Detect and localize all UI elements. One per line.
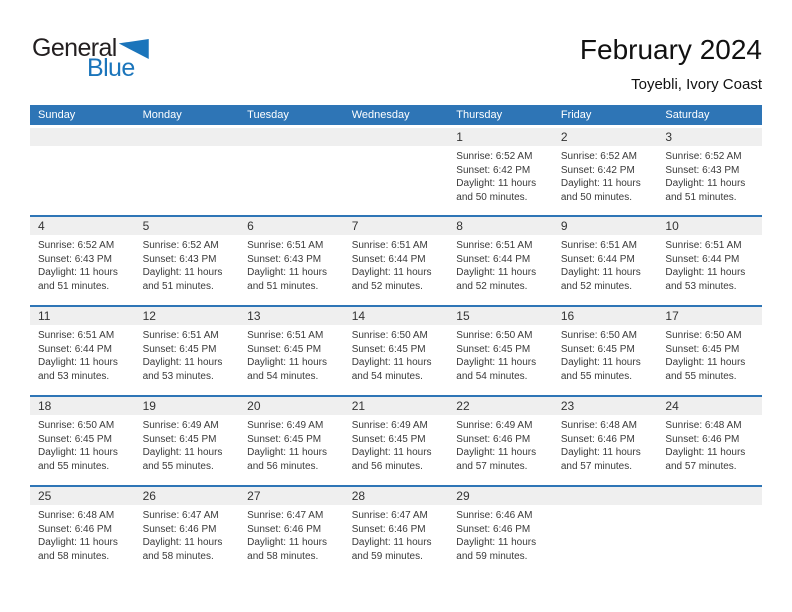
- daylight-line: Daylight: 11 hours and 58 minutes.: [38, 537, 118, 562]
- sunset-line: Sunset: 6:42 PM: [456, 164, 531, 176]
- sunset-line: Sunset: 6:43 PM: [142, 253, 217, 265]
- daylight-line: Daylight: 11 hours and 53 minutes.: [142, 357, 223, 382]
- day-cell: [30, 235, 135, 293]
- empty-day-number: [30, 128, 135, 146]
- sunrise-line: Sunrise: 6:50 AM: [38, 420, 115, 431]
- day-cell: [344, 415, 449, 473]
- day-details-row: [30, 325, 762, 383]
- sunset-line: Sunset: 6:45 PM: [351, 343, 426, 355]
- empty-day-number: [344, 128, 449, 146]
- daylight-line: Daylight: 11 hours and 56 minutes.: [351, 447, 432, 472]
- daylight-line: Daylight: 11 hours and 57 minutes.: [456, 447, 537, 472]
- week-row: [30, 215, 762, 305]
- daylight-line: Daylight: 11 hours and 50 minutes.: [456, 178, 537, 203]
- weekday-header-tuesday: Tuesday: [247, 109, 289, 121]
- sunset-line: Sunset: 6:46 PM: [247, 523, 322, 535]
- daylight-line: Daylight: 11 hours and 54 minutes.: [456, 357, 537, 382]
- daylight-line: Daylight: 11 hours and 51 minutes.: [38, 267, 118, 292]
- empty-day-number: [239, 128, 344, 146]
- daylight-line: Daylight: 11 hours and 51 minutes.: [665, 178, 746, 203]
- day-cell: [135, 505, 240, 563]
- daylight-line: Daylight: 11 hours and 59 minutes.: [351, 537, 432, 562]
- day-cell: [239, 325, 344, 383]
- day-cell: [448, 146, 553, 204]
- sunset-line: Sunset: 6:45 PM: [142, 433, 217, 445]
- daylight-line: Daylight: 11 hours and 53 minutes.: [665, 267, 746, 292]
- daylight-line: Daylight: 11 hours and 51 minutes.: [142, 267, 223, 292]
- day-cell: [239, 415, 344, 473]
- day-cell: [553, 146, 658, 204]
- day-number-band: [30, 217, 762, 235]
- sunrise-line: Sunrise: 6:47 AM: [142, 510, 219, 521]
- sunset-line: Sunset: 6:46 PM: [665, 433, 740, 445]
- weekday-header-saturday: Saturday: [665, 109, 710, 121]
- day-number: 24: [665, 399, 679, 413]
- day-cell: [239, 235, 344, 293]
- day-number: 6: [247, 219, 254, 233]
- sunrise-line: Sunrise: 6:51 AM: [247, 330, 324, 341]
- day-cell: [553, 415, 658, 473]
- logo-text-general: General: [32, 34, 117, 62]
- day-number: 2: [560, 130, 568, 144]
- day-number: 22: [456, 399, 470, 413]
- day-number: 5: [142, 219, 150, 233]
- day-number: 16: [560, 309, 575, 323]
- day-number: 23: [560, 399, 575, 413]
- daylight-line: Daylight: 11 hours and 55 minutes.: [665, 357, 746, 382]
- sunset-line: Sunset: 6:46 PM: [560, 433, 635, 445]
- day-cell: [448, 505, 553, 563]
- sunrise-line: Sunrise: 6:51 AM: [456, 240, 533, 251]
- day-number: 8: [456, 219, 463, 233]
- daylight-line: Daylight: 11 hours and 57 minutes.: [665, 447, 746, 472]
- empty-day-number: [657, 487, 762, 505]
- sunrise-line: Sunrise: 6:51 AM: [38, 330, 115, 341]
- sunrise-line: Sunrise: 6:51 AM: [351, 240, 428, 251]
- sunrise-line: Sunrise: 6:52 AM: [456, 151, 533, 162]
- sunset-line: Sunset: 6:44 PM: [665, 253, 740, 265]
- sunrise-line: Sunrise: 6:49 AM: [456, 420, 533, 431]
- day-number: 19: [142, 399, 156, 413]
- day-cell: [344, 325, 449, 383]
- empty-day-cell: [344, 146, 449, 204]
- weekday-header-thursday: Thursday: [456, 109, 503, 121]
- daylight-line: Daylight: 11 hours and 58 minutes.: [247, 537, 327, 562]
- day-number: 13: [247, 309, 261, 323]
- day-number: 7: [351, 219, 359, 233]
- week-row: [30, 485, 762, 575]
- day-number: 26: [142, 489, 156, 503]
- day-number: 4: [38, 219, 45, 233]
- sunrise-line: Sunrise: 6:51 AM: [247, 240, 324, 251]
- day-number: 9: [560, 219, 568, 233]
- day-cell: [344, 235, 449, 293]
- sunset-line: Sunset: 6:43 PM: [665, 164, 740, 176]
- sunrise-line: Sunrise: 6:50 AM: [560, 330, 637, 341]
- sunrise-line: Sunrise: 6:52 AM: [142, 240, 219, 251]
- empty-day-cell: [135, 146, 240, 204]
- day-number: 12: [142, 309, 156, 323]
- sunset-line: Sunset: 6:45 PM: [38, 433, 112, 445]
- day-number-band: [30, 487, 762, 505]
- day-cell: [657, 146, 762, 204]
- sunrise-line: Sunrise: 6:48 AM: [38, 510, 115, 521]
- daylight-line: Daylight: 11 hours and 55 minutes.: [38, 447, 118, 472]
- sunset-line: Sunset: 6:46 PM: [38, 523, 112, 535]
- weekday-header-friday: Friday: [560, 109, 592, 121]
- day-number: 18: [38, 399, 52, 413]
- sunrise-line: Sunrise: 6:51 AM: [142, 330, 219, 341]
- daylight-line: Daylight: 11 hours and 53 minutes.: [38, 357, 118, 382]
- sunset-line: Sunset: 6:46 PM: [456, 523, 531, 535]
- sunset-line: Sunset: 6:44 PM: [351, 253, 426, 265]
- sunrise-line: Sunrise: 6:49 AM: [247, 420, 324, 431]
- day-cell: [657, 235, 762, 293]
- day-cell: [553, 235, 658, 293]
- sunrise-line: Sunrise: 6:50 AM: [665, 330, 742, 341]
- weekday-header-row: [30, 105, 762, 125]
- empty-day-cell: [657, 505, 762, 563]
- day-number: 21: [351, 399, 366, 413]
- sunset-line: Sunset: 6:46 PM: [142, 523, 217, 535]
- week-row: [30, 395, 762, 485]
- sunset-line: Sunset: 6:44 PM: [560, 253, 635, 265]
- sunset-line: Sunset: 6:45 PM: [665, 343, 740, 355]
- day-number: 20: [247, 399, 261, 413]
- sunset-line: Sunset: 6:45 PM: [456, 343, 531, 355]
- empty-day-number: [553, 487, 658, 505]
- daylight-line: Daylight: 11 hours and 55 minutes.: [560, 357, 641, 382]
- day-number: 10: [665, 219, 679, 233]
- day-details-row: [30, 415, 762, 473]
- day-cell: [448, 415, 553, 473]
- sunset-line: Sunset: 6:46 PM: [351, 523, 426, 535]
- day-details-row: [30, 146, 762, 204]
- day-number: 25: [38, 489, 52, 503]
- sunset-line: Sunset: 6:44 PM: [38, 343, 112, 355]
- empty-day-cell: [553, 505, 658, 563]
- weekday-header-monday: Monday: [142, 109, 182, 121]
- page-subtitle: Toyebli, Ivory Coast: [631, 76, 762, 93]
- day-cell: [30, 325, 135, 383]
- sunrise-line: Sunrise: 6:52 AM: [38, 240, 115, 251]
- day-number: 11: [38, 309, 51, 323]
- sunrise-line: Sunrise: 6:49 AM: [351, 420, 428, 431]
- empty-day-number: [135, 128, 240, 146]
- sunrise-line: Sunrise: 6:48 AM: [665, 420, 742, 431]
- week-row: [30, 125, 762, 215]
- day-number: 15: [456, 309, 470, 323]
- sunset-line: Sunset: 6:45 PM: [560, 343, 635, 355]
- daylight-line: Daylight: 11 hours and 51 minutes.: [247, 267, 327, 292]
- sunset-line: Sunset: 6:46 PM: [456, 433, 531, 445]
- sunrise-line: Sunrise: 6:46 AM: [456, 510, 533, 521]
- day-cell: [239, 505, 344, 563]
- day-details-row: [30, 235, 762, 293]
- weekday-header-sunday: Sunday: [38, 109, 76, 121]
- day-cell: [657, 325, 762, 383]
- daylight-line: Daylight: 11 hours and 54 minutes.: [247, 357, 327, 382]
- sunrise-line: Sunrise: 6:47 AM: [351, 510, 428, 521]
- sunrise-line: Sunrise: 6:48 AM: [560, 420, 637, 431]
- sunset-line: Sunset: 6:44 PM: [456, 253, 531, 265]
- sunrise-line: Sunrise: 6:52 AM: [665, 151, 742, 162]
- day-cell: [30, 415, 135, 473]
- day-cell: [135, 235, 240, 293]
- daylight-line: Daylight: 11 hours and 52 minutes.: [351, 267, 432, 292]
- sunset-line: Sunset: 6:45 PM: [247, 343, 322, 355]
- day-cell: [135, 415, 240, 473]
- day-cell: [344, 505, 449, 563]
- day-number: 14: [351, 309, 366, 323]
- daylight-line: Daylight: 11 hours and 57 minutes.: [560, 447, 641, 472]
- day-cell: [448, 235, 553, 293]
- empty-day-cell: [239, 146, 344, 204]
- sunset-line: Sunset: 6:42 PM: [560, 164, 635, 176]
- daylight-line: Daylight: 11 hours and 50 minutes.: [560, 178, 641, 203]
- day-number: 29: [456, 489, 470, 503]
- day-number: 28: [351, 489, 366, 503]
- calendar-table: [30, 105, 762, 575]
- sunset-line: Sunset: 6:45 PM: [351, 433, 426, 445]
- page-title: February 2024: [579, 34, 762, 65]
- sunset-line: Sunset: 6:43 PM: [247, 253, 322, 265]
- day-cell: [657, 415, 762, 473]
- day-number-band: [30, 128, 762, 146]
- weekday-header-wednesday: Wednesday: [351, 109, 410, 121]
- week-row: [30, 305, 762, 395]
- sunrise-line: Sunrise: 6:51 AM: [560, 240, 637, 251]
- sunrise-line: Sunrise: 6:50 AM: [456, 330, 533, 341]
- sunrise-line: Sunrise: 6:47 AM: [247, 510, 324, 521]
- day-number: 3: [665, 130, 673, 144]
- day-cell: [135, 325, 240, 383]
- sunset-line: Sunset: 6:45 PM: [142, 343, 217, 355]
- sunrise-line: Sunrise: 6:52 AM: [560, 151, 637, 162]
- sunset-line: Sunset: 6:45 PM: [247, 433, 322, 445]
- sunset-line: Sunset: 6:43 PM: [38, 253, 112, 265]
- logo-text-blue: Blue: [87, 54, 135, 82]
- day-cell: [553, 325, 658, 383]
- daylight-line: Daylight: 11 hours and 59 minutes.: [456, 537, 537, 562]
- day-details-row: [30, 505, 762, 563]
- general-blue-logo: [32, 34, 149, 83]
- daylight-line: Daylight: 11 hours and 52 minutes.: [456, 267, 537, 292]
- daylight-line: Daylight: 11 hours and 58 minutes.: [142, 537, 223, 562]
- sunrise-line: Sunrise: 6:49 AM: [142, 420, 219, 431]
- daylight-line: Daylight: 11 hours and 55 minutes.: [142, 447, 223, 472]
- day-number: 1: [456, 130, 463, 144]
- day-cell: [448, 325, 553, 383]
- sunrise-line: Sunrise: 6:50 AM: [351, 330, 428, 341]
- empty-day-cell: [30, 146, 135, 204]
- day-cell: [30, 505, 135, 563]
- daylight-line: Daylight: 11 hours and 54 minutes.: [351, 357, 432, 382]
- sunrise-line: Sunrise: 6:51 AM: [665, 240, 742, 251]
- calendar-body: [30, 125, 762, 575]
- daylight-line: Daylight: 11 hours and 52 minutes.: [560, 267, 641, 292]
- day-number-band: [30, 397, 762, 415]
- day-number: 27: [247, 489, 261, 503]
- daylight-line: Daylight: 11 hours and 56 minutes.: [247, 447, 327, 472]
- day-number: 17: [665, 309, 679, 323]
- day-number-band: [30, 307, 762, 325]
